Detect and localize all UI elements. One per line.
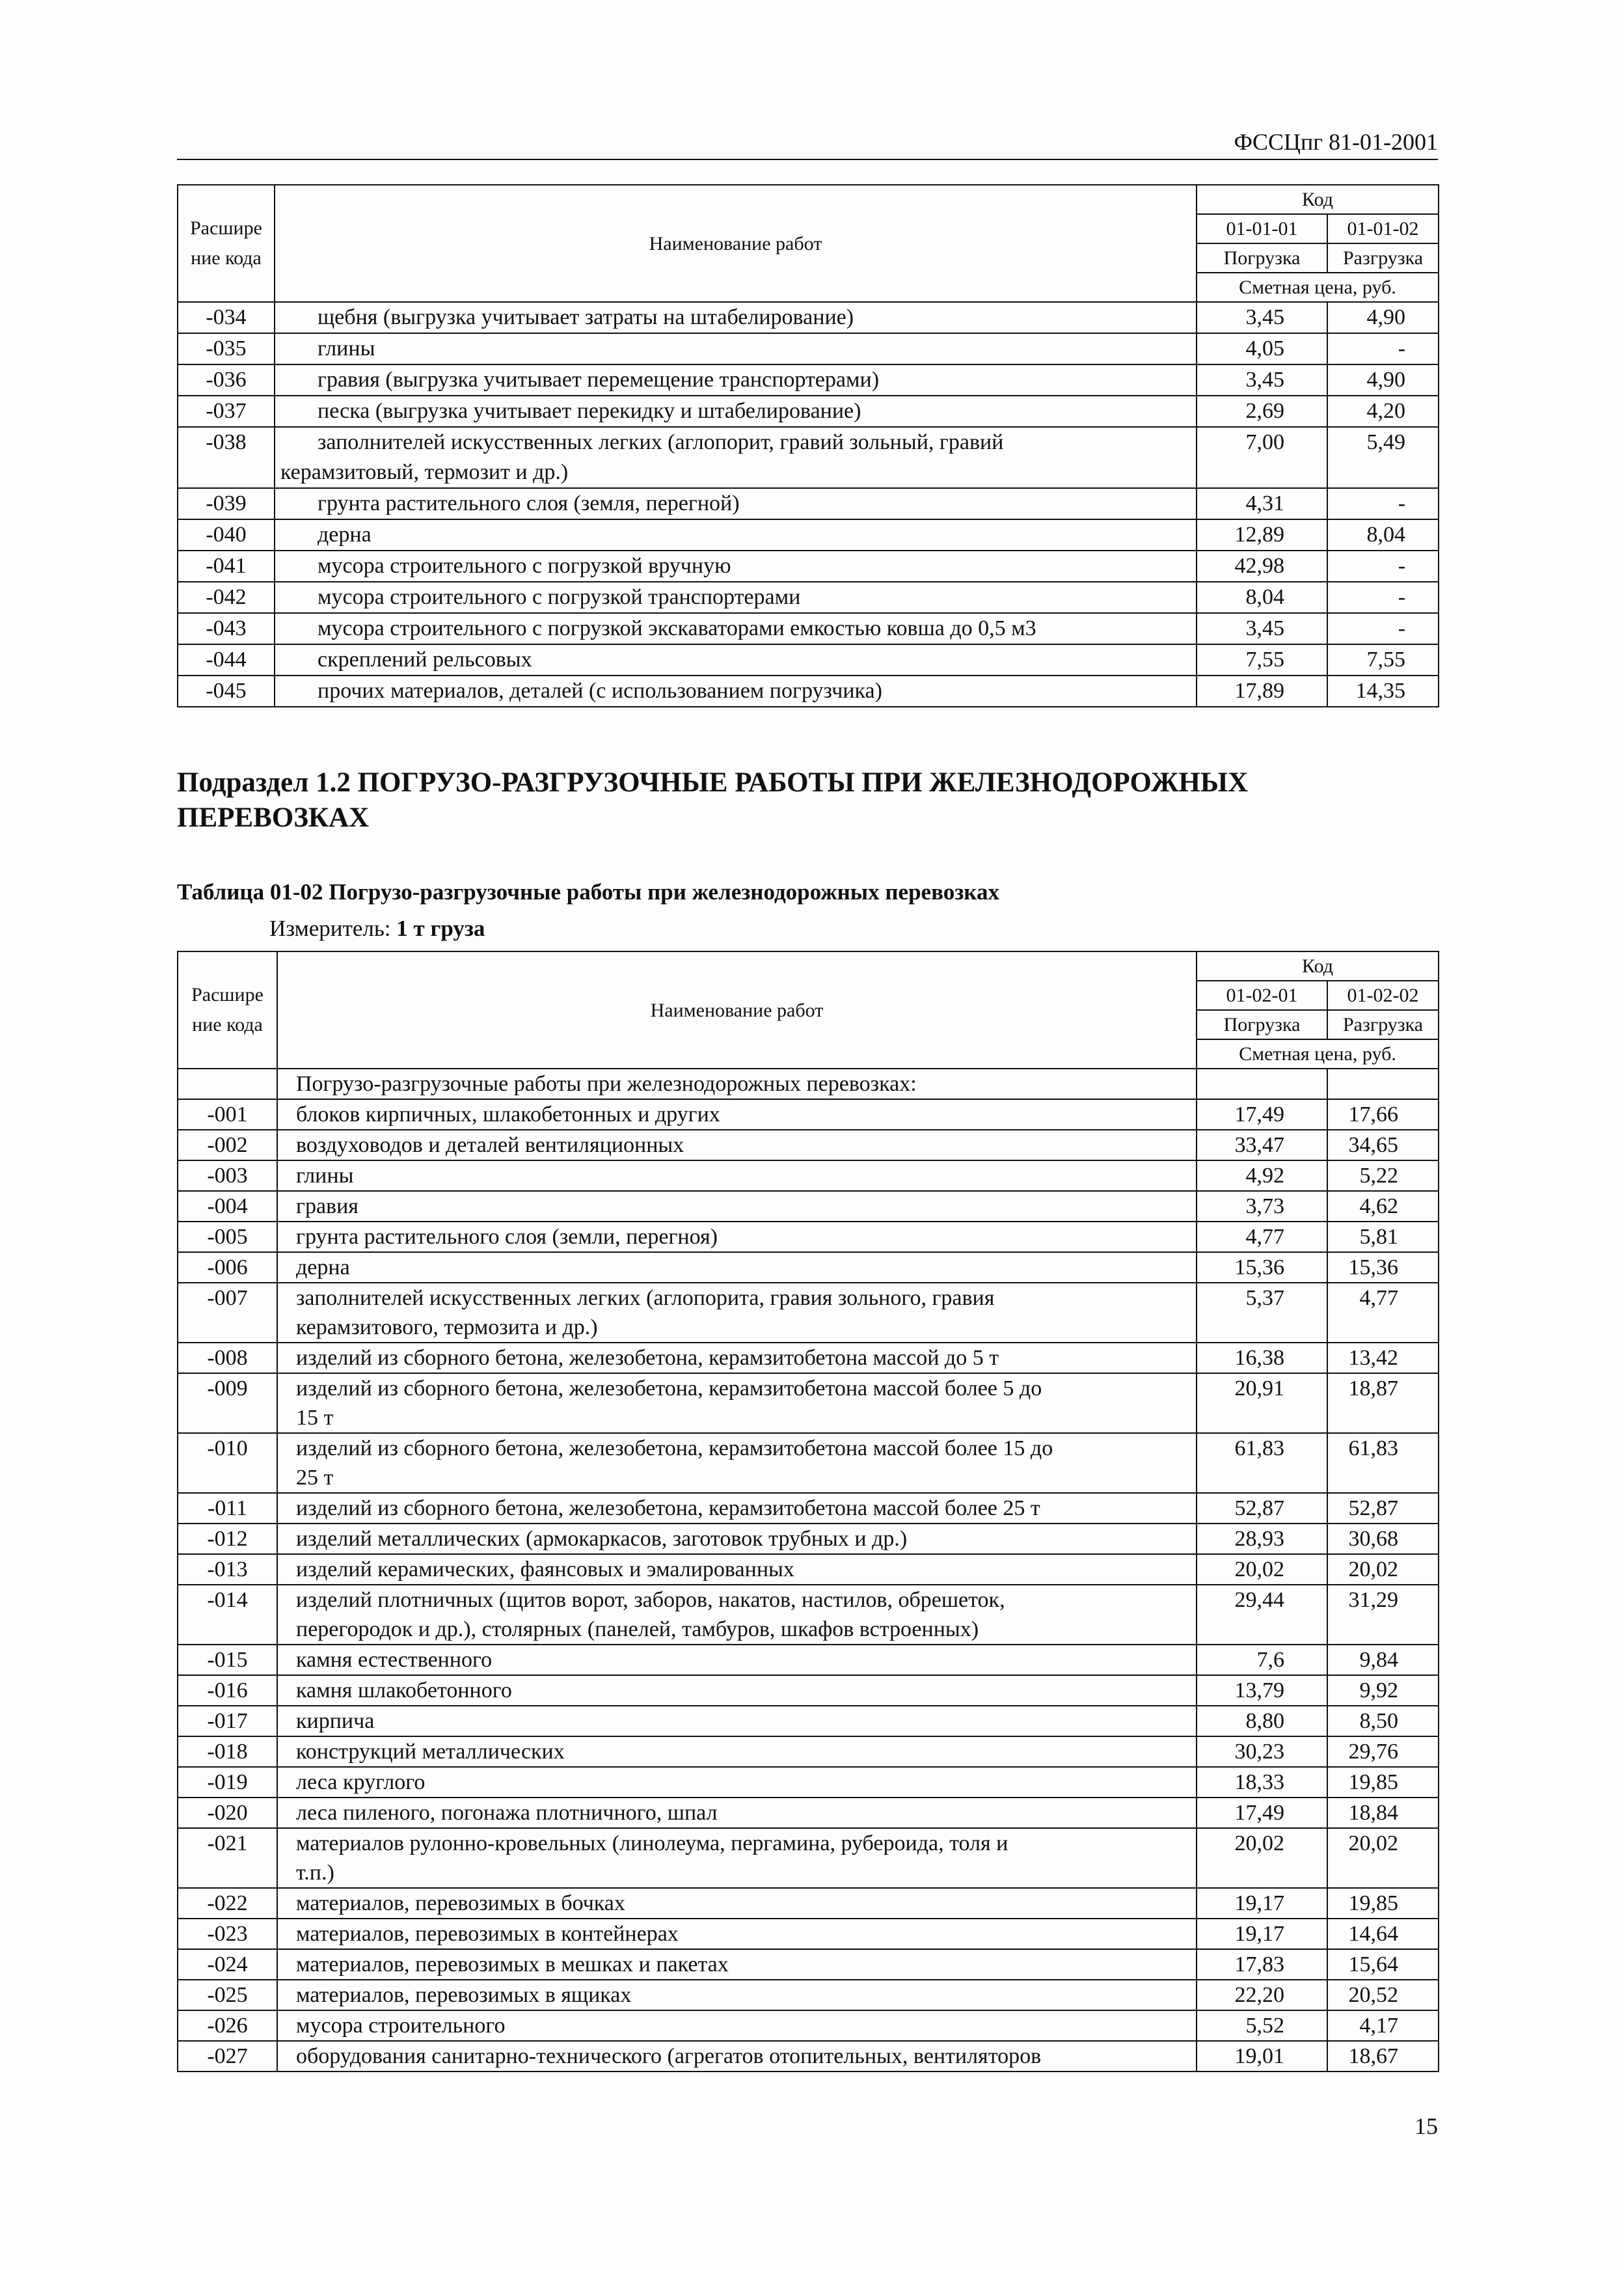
unloading-price-cell: - (1327, 613, 1439, 644)
name-cell (275, 488, 1197, 519)
code-cell: -002 (178, 1130, 277, 1160)
code-cell: -019 (178, 1767, 277, 1798)
name-cell (275, 427, 1197, 488)
table-row (178, 488, 1439, 519)
code-cell: -045 (178, 676, 275, 707)
code-cell: -011 (178, 1493, 277, 1524)
header-label-line: Расшире (190, 217, 262, 239)
code-cell: -041 (178, 551, 275, 582)
loading-price-cell: 19,17 (1197, 1919, 1327, 1949)
name-cell (277, 1949, 1197, 1980)
code-cell: -013 (178, 1554, 277, 1585)
name-line: заполнителей искусственных легких (аглопорит, гравий зольный, гравий (318, 430, 1004, 454)
measure-label: Измеритель: (269, 916, 391, 941)
unloading-price-cell: 5,49 (1327, 427, 1439, 488)
header-row (178, 185, 1439, 214)
name-cell (275, 396, 1197, 427)
table-row (178, 333, 1439, 364)
loading-price-cell: 3,73 (1197, 1191, 1327, 1222)
table-body (178, 302, 1439, 707)
table-row (178, 1191, 1439, 1222)
name-line: материалов рулонно-кровельных (линолеума, пергамина, рубероида, толя и (296, 1831, 1008, 1855)
name-line: глины (296, 1164, 354, 1188)
name-line: щебня (выгрузка учитывает затраты на штабелирование) (318, 305, 854, 329)
name-line: 25 т (296, 1466, 334, 1490)
loading-price-cell (1197, 1069, 1327, 1099)
code-group-header: Код (1197, 185, 1439, 214)
loading-price-cell: 33,47 (1197, 1130, 1327, 1160)
loading-price-cell: 4,31 (1197, 488, 1327, 519)
unloading-code-header: 01-01-02 (1327, 214, 1439, 243)
table-row (178, 582, 1439, 613)
name-line: керамзитового, термозита и др.) (296, 1315, 598, 1339)
table-header (178, 951, 1439, 1069)
name-cell (277, 1828, 1197, 1888)
name-line: леса круглого (296, 1770, 426, 1794)
table-row (178, 1130, 1439, 1160)
name-cell (277, 1160, 1197, 1191)
unloading-price-cell: 20,02 (1327, 1554, 1439, 1585)
code-cell: -026 (178, 2010, 277, 2041)
name-cell (277, 1585, 1197, 1645)
table-row (178, 427, 1439, 488)
name-line: изделий плотничных (щитов ворот, заборов, накатов, настилов, обрешеток, (296, 1588, 1005, 1612)
unloading-price-cell: 18,87 (1327, 1373, 1439, 1433)
intro-text: Погрузо-разгрузочные работы при железнодорожных перевозках: (296, 1072, 917, 1096)
name-line: гравия (296, 1194, 359, 1218)
header-row (178, 951, 1439, 981)
table-row (178, 1675, 1439, 1706)
unloading-price-cell: 19,85 (1327, 1888, 1439, 1919)
table-row (178, 1645, 1439, 1675)
name-line: леса пиленого, погонажа плотничного, шпал (296, 1801, 718, 1825)
document-code: ФССЦпг 81-01-2001 (1234, 129, 1438, 155)
code-cell: -016 (178, 1675, 277, 1706)
name-cell (277, 1675, 1197, 1706)
table-caption: Таблица 01-02 Погрузо-разгрузочные работы при железнодорожных перевозках (177, 879, 999, 905)
unloading-price-cell: 4,20 (1327, 396, 1439, 427)
name-cell (277, 1433, 1197, 1493)
code-group-header: Код (1197, 951, 1439, 981)
unloading-price-cell: 34,65 (1327, 1130, 1439, 1160)
name-line: материалов, перевозимых в мешках и пакетах (296, 1952, 729, 1976)
loading-price-cell: 12,89 (1197, 519, 1327, 551)
table-row (178, 1828, 1439, 1888)
table-row (178, 1949, 1439, 1980)
name-line: изделий металлических (армокаркасов, заготовок трубных и др.) (296, 1527, 908, 1551)
table-row (178, 1252, 1439, 1283)
name-cell (277, 1706, 1197, 1736)
loading-price-cell: 15,36 (1197, 1252, 1327, 1283)
header-label-line: Расшире (191, 984, 264, 1005)
code-cell: -040 (178, 519, 275, 551)
name-line: т.п.) (296, 1861, 334, 1885)
unloading-price-cell: - (1327, 551, 1439, 582)
header-rule (177, 159, 1438, 160)
unloading-price-cell: 8,50 (1327, 1706, 1439, 1736)
code-cell: -024 (178, 1949, 277, 1980)
unloading-price-cell: 15,36 (1327, 1252, 1439, 1283)
table-row (178, 302, 1439, 333)
measure-line (269, 915, 485, 942)
name-line: кирпича (296, 1709, 375, 1733)
loading-price-cell: 18,33 (1197, 1767, 1327, 1798)
code-cell: -022 (178, 1888, 277, 1919)
unloading-price-cell: 15,64 (1327, 1949, 1439, 1980)
loading-price-cell: 42,98 (1197, 551, 1327, 582)
loading-price-cell: 20,91 (1197, 1373, 1327, 1433)
loading-price-cell: 29,44 (1197, 1585, 1327, 1645)
unloading-price-cell: 19,85 (1327, 1767, 1439, 1798)
name-cell (275, 302, 1197, 333)
name-cell (275, 551, 1197, 582)
section-title-line: Подраздел 1.2 ПОГРУЗО-РАЗГРУЗОЧНЫЕ РАБОТЫ ПРИ ЖЕЛЕЗНОДОРОЖНЫХ (177, 767, 1249, 798)
table-row (178, 396, 1439, 427)
loading-price-cell: 17,89 (1197, 676, 1327, 707)
code-cell: -037 (178, 396, 275, 427)
loading-price-cell: 20,02 (1197, 1828, 1327, 1888)
unloading-price-cell: - (1327, 582, 1439, 613)
unloading-price-cell: 4,90 (1327, 302, 1439, 333)
table-row (178, 1343, 1439, 1373)
loading-price-cell: 17,83 (1197, 1949, 1327, 1980)
loading-price-cell: 16,38 (1197, 1343, 1327, 1373)
code-extension-header (178, 951, 277, 1069)
name-cell (277, 1493, 1197, 1524)
table-row (178, 1373, 1439, 1433)
name-line: конструкций металлических (296, 1740, 565, 1764)
loading-price-cell: 3,45 (1197, 364, 1327, 396)
unloading-price-cell: 4,17 (1327, 2010, 1439, 2041)
loading-price-cell: 3,45 (1197, 613, 1327, 644)
name-line: грунта растительного слоя (земля, перегной) (318, 491, 740, 515)
code-cell: -035 (178, 333, 275, 364)
name-line: керамзитовый, термозит и др.) (280, 460, 569, 484)
unloading-price-cell: 7,55 (1327, 644, 1439, 676)
name-line: песка (выгрузка учитывает перекидку и штабелирование) (318, 399, 861, 423)
name-cell (277, 1343, 1197, 1373)
loading-price-cell: 22,20 (1197, 1980, 1327, 2010)
loading-code-header: 01-02-01 (1197, 981, 1327, 1010)
loading-price-cell: 17,49 (1197, 1099, 1327, 1130)
name-line: изделий керамических, фаянсовых и эмалированных (296, 1557, 794, 1581)
unloading-price-cell: 20,52 (1327, 1980, 1439, 2010)
loading-price-cell: 4,92 (1197, 1160, 1327, 1191)
name-cell (277, 1767, 1197, 1798)
table-row (178, 519, 1439, 551)
name-cell (275, 519, 1197, 551)
name-line: перегородок и др.), столярных (панелей, тамбуров, шкафов встроенных) (296, 1617, 979, 1641)
unloading-price-cell: 4,90 (1327, 364, 1439, 396)
name-cell (277, 1980, 1197, 2010)
header-label-line: ние кода (192, 1014, 263, 1035)
unloading-price-cell: 4,77 (1327, 1283, 1439, 1343)
name-cell (277, 1283, 1197, 1343)
code-cell: -012 (178, 1524, 277, 1554)
loading-price-cell: 30,23 (1197, 1736, 1327, 1767)
code-cell: -042 (178, 582, 275, 613)
name-line: заполнителей искусственных легких (аглопорита, гравия зольного, гравия (296, 1286, 995, 1310)
table-row (178, 551, 1439, 582)
unloading-price-cell: 18,84 (1327, 1798, 1439, 1828)
unloading-price-cell: 17,66 (1327, 1099, 1439, 1130)
name-cell (277, 2010, 1197, 2041)
name-cell (277, 1645, 1197, 1675)
name-line: блоков кирпичных, шлакобетонных и других (296, 1102, 720, 1127)
unloading-price-cell: - (1327, 333, 1439, 364)
loading-price-cell: 2,69 (1197, 396, 1327, 427)
loading-price-cell: 3,45 (1197, 302, 1327, 333)
name-line: оборудования санитарно-технического (агрегатов отопительных, вентиляторов (296, 2044, 1042, 2068)
unloading-price-cell: 4,62 (1327, 1191, 1439, 1222)
table-row (178, 1736, 1439, 1767)
table-row (178, 676, 1439, 707)
table-body (178, 1069, 1439, 2072)
code-cell: -021 (178, 1828, 277, 1888)
table-row (178, 613, 1439, 644)
code-cell: -043 (178, 613, 275, 644)
name-cell (275, 676, 1197, 707)
table-row (178, 1222, 1439, 1252)
code-cell: -009 (178, 1373, 277, 1433)
loading-price-cell: 19,17 (1197, 1888, 1327, 1919)
unloading-price-cell (1327, 1069, 1439, 1099)
code-cell: -007 (178, 1283, 277, 1343)
name-cell (275, 333, 1197, 364)
name-line: прочих материалов, деталей (с использованием погрузчика) (318, 679, 882, 703)
code-cell: -006 (178, 1252, 277, 1283)
table-row (178, 644, 1439, 676)
name-cell (277, 2041, 1197, 2072)
table-row (178, 1919, 1439, 1949)
name-line: дерна (318, 523, 372, 547)
name-cell (275, 582, 1197, 613)
loading-price-cell: 17,49 (1197, 1798, 1327, 1828)
unloading-price-cell: 14,64 (1327, 1919, 1439, 1949)
loading-price-cell: 19,01 (1197, 2041, 1327, 2072)
code-cell: -027 (178, 2041, 277, 2072)
unloading-price-cell: 9,84 (1327, 1645, 1439, 1675)
unloading-price-cell: 30,68 (1327, 1524, 1439, 1554)
name-line: мусора строительного (296, 2014, 506, 2038)
code-cell: -038 (178, 427, 275, 488)
loading-price-cell: 5,37 (1197, 1283, 1327, 1343)
code-cell: -044 (178, 644, 275, 676)
loading-code-header: 01-01-01 (1197, 214, 1327, 243)
unloading-code-header: 01-02-02 (1327, 981, 1439, 1010)
code-cell (178, 1069, 277, 1099)
table-row (178, 1493, 1439, 1524)
unloading-price-cell: 8,04 (1327, 519, 1439, 551)
table-row (178, 1706, 1439, 1736)
unloading-price-cell: 18,67 (1327, 2041, 1439, 2072)
name-cell (277, 1736, 1197, 1767)
unloading-price-cell: 5,81 (1327, 1222, 1439, 1252)
price-table-01-02 (177, 951, 1439, 2072)
code-cell: -034 (178, 302, 275, 333)
loading-price-cell: 20,02 (1197, 1554, 1327, 1585)
name-cell (275, 613, 1197, 644)
name-cell (277, 1919, 1197, 1949)
name-cell (277, 1191, 1197, 1222)
table-row (178, 1160, 1439, 1191)
table-row (178, 1554, 1439, 1585)
name-line: грунта растительного слоя (земли, перегноя) (296, 1225, 718, 1249)
name-line: изделий из сборного бетона, железобетона, керамзитобетона массой более 15 до (296, 1436, 1053, 1460)
name-line: мусора строительного с погрузкой экскаваторами емкостью ковша до 0,5 м3 (318, 616, 1036, 640)
code-cell: -025 (178, 1980, 277, 2010)
loading-price-cell: 61,83 (1197, 1433, 1327, 1493)
table-intro-row (178, 1069, 1439, 1099)
name-line: воздуховодов и деталей вентиляционных (296, 1133, 684, 1157)
loading-price-cell: 13,79 (1197, 1675, 1327, 1706)
loading-price-cell: 7,00 (1197, 427, 1327, 488)
name-cell (277, 1798, 1197, 1828)
unloading-price-cell: 31,29 (1327, 1585, 1439, 1645)
code-cell: -005 (178, 1222, 277, 1252)
loading-price-cell: 52,87 (1197, 1493, 1327, 1524)
loading-header: Погрузка (1197, 1010, 1327, 1039)
name-line: материалов, перевозимых в контейнерах (296, 1922, 679, 1946)
table-row (178, 364, 1439, 396)
code-cell: -018 (178, 1736, 277, 1767)
loading-price-cell: 7,55 (1197, 644, 1327, 676)
name-line: материалов, перевозимых в ящиках (296, 1983, 632, 2007)
name-cell (277, 1130, 1197, 1160)
table-row (178, 2010, 1439, 2041)
name-line: 15 т (296, 1406, 334, 1430)
code-cell: -036 (178, 364, 275, 396)
price-table-01-01 (177, 184, 1439, 707)
loading-price-cell: 7,6 (1197, 1645, 1327, 1675)
code-extension-header (178, 185, 275, 302)
unloading-price-cell: 61,83 (1327, 1433, 1439, 1493)
table-row (178, 2041, 1439, 2072)
table-row (178, 1433, 1439, 1493)
loading-price-cell: 5,52 (1197, 2010, 1327, 2041)
code-cell: -020 (178, 1798, 277, 1828)
code-cell: -014 (178, 1585, 277, 1645)
price-unit-header: Сметная цена, руб. (1197, 273, 1439, 302)
code-cell: -017 (178, 1706, 277, 1736)
name-cell (277, 1099, 1197, 1130)
loading-price-cell: 28,93 (1197, 1524, 1327, 1554)
name-line: глины (318, 336, 375, 361)
name-cell (277, 1524, 1197, 1554)
name-cell (277, 1554, 1197, 1585)
table-row (178, 1283, 1439, 1343)
code-cell: -004 (178, 1191, 277, 1222)
page-number: 15 (1414, 2113, 1438, 2139)
code-cell: -015 (178, 1645, 277, 1675)
name-line: мусора строительного с погрузкой вручную (318, 554, 731, 578)
table-row (178, 1980, 1439, 2010)
code-cell: -010 (178, 1433, 277, 1493)
table-row (178, 1798, 1439, 1828)
table-row (178, 1767, 1439, 1798)
unloading-header: Разгрузка (1327, 243, 1439, 273)
table-row (178, 1524, 1439, 1554)
name-line: изделий из сборного бетона, железобетона, керамзитобетона массой более 25 т (296, 1496, 1040, 1520)
name-cell (277, 1888, 1197, 1919)
name-line: гравия (выгрузка учитывает перемещение транспортерами) (318, 368, 880, 392)
unloading-price-cell: 52,87 (1327, 1493, 1439, 1524)
name-line: изделий из сборного бетона, железобетона, керамзитобетона массой до 5 т (296, 1346, 999, 1370)
price-unit-header: Сметная цена, руб. (1197, 1039, 1439, 1069)
name-cell (277, 1252, 1197, 1283)
loading-header: Погрузка (1197, 243, 1327, 273)
unloading-price-cell: 9,92 (1327, 1675, 1439, 1706)
name-cell (275, 364, 1197, 396)
table-header (178, 185, 1439, 302)
name-cell (277, 1069, 1197, 1099)
loading-price-cell: 4,77 (1197, 1222, 1327, 1252)
header-label-line: ние кода (191, 247, 262, 269)
name-line: материалов, перевозимых в бочках (296, 1891, 625, 1915)
loading-price-cell: 4,05 (1197, 333, 1327, 364)
section-title-line: ПЕРЕВОЗКАХ (177, 802, 370, 833)
unloading-price-cell: 29,76 (1327, 1736, 1439, 1767)
unloading-price-cell: 13,42 (1327, 1343, 1439, 1373)
code-cell: -023 (178, 1919, 277, 1949)
unloading-price-cell: 14,35 (1327, 676, 1439, 707)
name-line: камня естественного (296, 1648, 493, 1672)
measure-value: 1 т груза (396, 916, 485, 941)
name-cell (275, 644, 1197, 676)
loading-price-cell: 8,04 (1197, 582, 1327, 613)
name-cell (277, 1222, 1197, 1252)
name-cell (277, 1373, 1197, 1433)
name-line: скреплений рельсовых (318, 648, 532, 672)
work-name-header: Наименование работ (275, 185, 1197, 302)
table-row (178, 1888, 1439, 1919)
unloading-price-cell: - (1327, 488, 1439, 519)
code-cell: -003 (178, 1160, 277, 1191)
loading-price-cell: 8,80 (1197, 1706, 1327, 1736)
name-line: дерна (296, 1255, 350, 1279)
name-line: камня шлакобетонного (296, 1678, 512, 1702)
unloading-price-cell: 20,02 (1327, 1828, 1439, 1888)
unloading-price-cell: 5,22 (1327, 1160, 1439, 1191)
table-row (178, 1099, 1439, 1130)
code-cell: -039 (178, 488, 275, 519)
unloading-header: Разгрузка (1327, 1010, 1439, 1039)
table-row (178, 1585, 1439, 1645)
section-title (177, 765, 1452, 836)
code-cell: -001 (178, 1099, 277, 1130)
code-cell: -008 (178, 1343, 277, 1373)
name-line: изделий из сборного бетона, железобетона, керамзитобетона массой более 5 до (296, 1376, 1042, 1401)
name-line: мусора строительного с погрузкой транспортерами (318, 585, 801, 609)
work-name-header: Наименование работ (277, 951, 1197, 1069)
